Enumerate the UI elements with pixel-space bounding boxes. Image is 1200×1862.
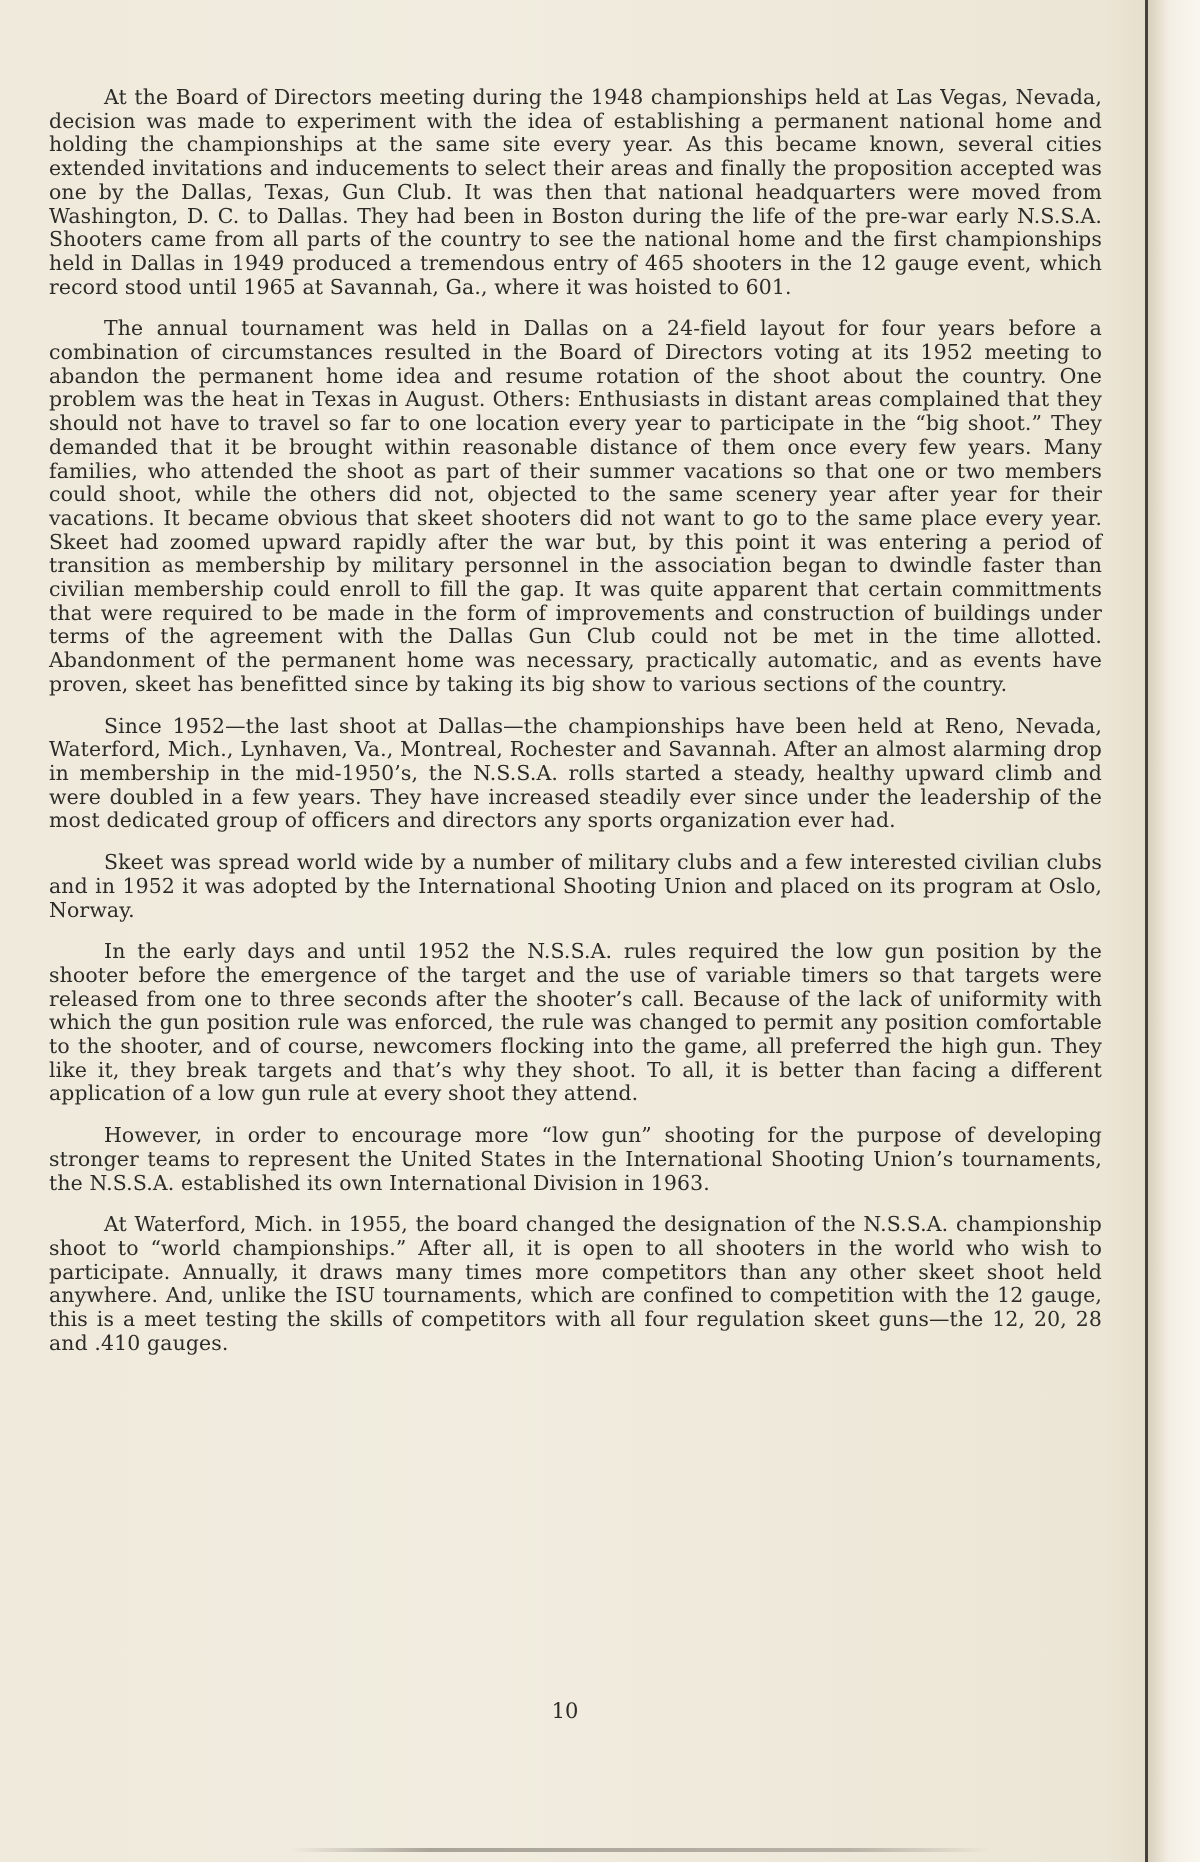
bottom-edge-mark (290, 1848, 990, 1852)
paragraph-7: At Waterford, Mich. in 1955, the board changed the designation of the N.S.S.A. championship shoot to “world championships.” After all, it is open to all shooters in the world who wish to participate. Annually, it draws many times more competitors than any other skeet shoot held anywhere. And, unlike the ISU tournaments, which are confined to competition with the 12 gauge, this is a meet testing the skills of competitors with all four regulation skeet guns—the 12, 20, 28 and .410 gauges. (49, 1212, 1102, 1355)
page-edge-shadow (1148, 0, 1200, 1862)
paragraph-4: Skeet was spread world wide by a number of military clubs and a few interested civilian clubs and in 1952 it was adopted by the International Shooting Union and placed on its program at Oslo, Norway. (49, 850, 1102, 922)
paragraph-1: At the Board of Directors meeting during the 1948 championships held at Las Vegas, Nevada, decision was made to experiment with the idea of establishing a permanent national home and holding the championships at the same site every year. As this became known, several cities extended invitations and inducements to select their areas and finally the proposition accepted was one by the Dallas, Texas, Gun Club. It was then that national headquarters were moved from Washington, D. C. to Dallas. They had been in Boston during the life of the pre-war early N.S.S.A. Shooters came from all parts of the country to see the national home and the first championships held in Dallas in 1949 produced a tremendous entry of 465 shooters in the 12 gauge event, which record stood until 1965 at Savannah, Ga., where it was hoisted to 601. (49, 85, 1102, 299)
paragraph-2: The annual tournament was held in Dallas on a 24-field layout for four years before a combination of circumstances resulted in the Board of Directors voting at its 1952 meeting to abandon the permanent home idea and resume rotation of the shoot about the country. One problem was the heat in Texas in August. Others: Enthusiasts in distant areas complained that they should not have to travel so far to one location every year to participate in the “big shoot.” They demanded that it be brought within reasonable distance of them once every few years. Many families, who attended the shoot as part of their summer vacations so that one or two members could shoot, while the others did not, objected to the same scenery year after year for their vacations. It became obvious that skeet shooters did not want to go to the same place every year. Skeet had zoomed upward rapidly after the war but, by this point it was entering a period of transition as membership by military personnel in the association began to dwindle faster than civilian membership could enroll to fill the gap. It was quite apparent that certain committments that were required to be made in the form of improvements and construction of buildings under terms of the agreement with the Dallas Gun Club could not be met in the time allotted. Abandonment of the permanent home was necessary, practically automatic, and as events have proven, skeet has benefitted since by taking its big show to various sections of the country. (49, 316, 1102, 696)
paragraph-3: Since 1952—the last shoot at Dallas—the championships have been held at Reno, Nevada, Waterford, Mich., Lynhaven, Va., Montreal, Rochester and Savannah. After an almost alarming drop in membership in the mid-1950’s, the N.S.S.A. rolls started a steady, healthy upward climb and were doubled in a few years. They have increased steadily ever since under the leadership of the most dedicated group of officers and directors any sports organization ever had. (49, 713, 1102, 833)
paragraph-5: In the early days and until 1952 the N.S.S.A. rules required the low gun position by the shooter before the emergence of the target and the use of variable timers so that targets were released from one to three seconds after the shooter’s call. Because of the lack of uniformity with which the gun position rule was enforced, the rule was changed to permit any position comfortable to the shooter, and of course, newcomers flocking into the game, all preferred the high gun. They like it, they break targets and that’s why they shoot. To all, it is better than facing a different application of a low gun rule at every shoot they attend. (49, 939, 1102, 1106)
page-number: 10 (551, 1699, 579, 1723)
paragraph-6: However, in order to encourage more “low gun” shooting for the purpose of developing stronger teams to represent the United States in the International Shooting Union’s tournaments, the N.S.S.A. established its own International Division in 1963. (49, 1123, 1102, 1195)
body-text (49, 86, 1102, 1373)
page-binding-edge (1145, 0, 1148, 1862)
